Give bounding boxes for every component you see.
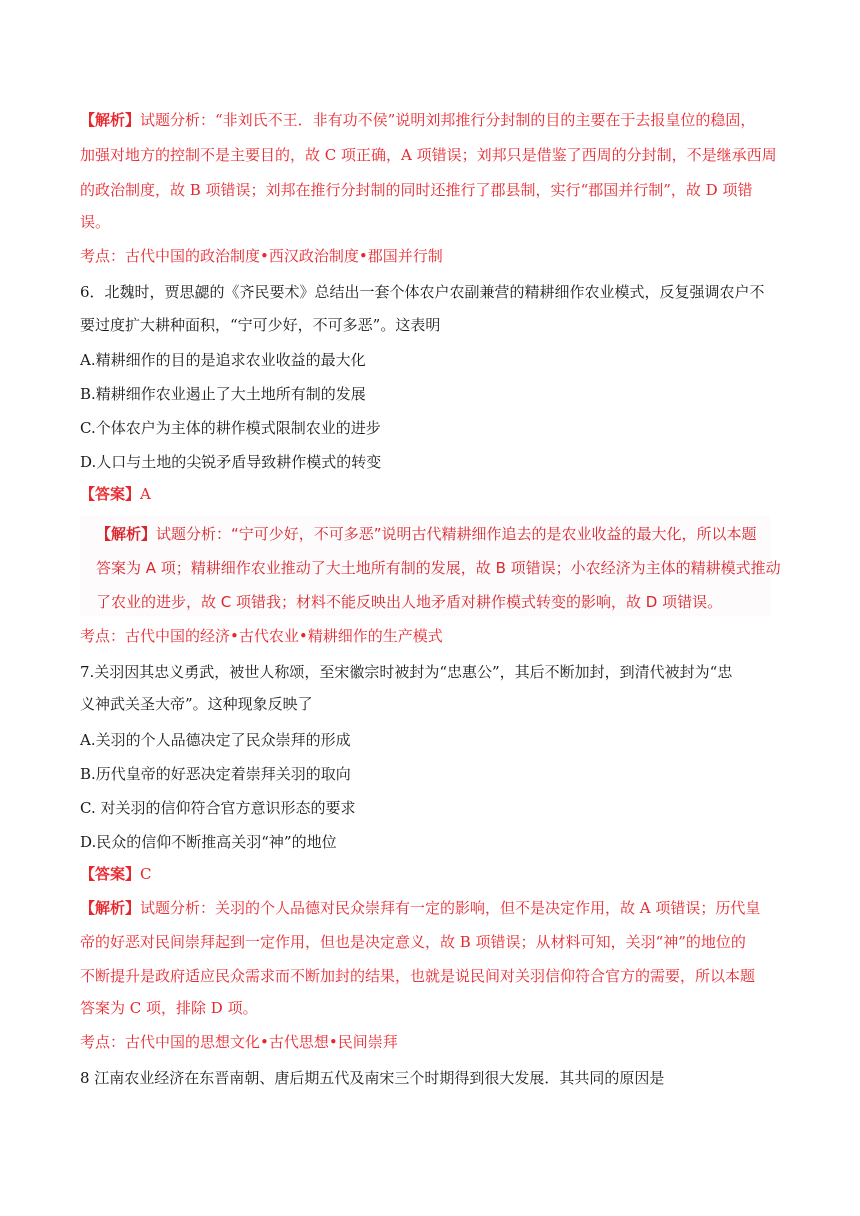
q5-analysis-line-2: 加强对地方的控制不是主要目的，故 C 项正确，A 项错误；刘邦只是借鉴了西周的分封制，不是继承西周 <box>80 146 777 164</box>
q6-analysis-tag: 【解析】 <box>96 525 157 543</box>
q6-option-c: C.个体农户为主体的耕作模式限制农业的进步 <box>80 419 381 437</box>
q6-stem-line-2: 要过度扩大耕种面积，“宁可少好，不可多恶”。这表明 <box>80 316 441 334</box>
q7-analysis-line-3: 不断提升是政府适应民众需求而不断加封的结果，也就是说民间对关羽信仰符合官方的需要，所以本题 <box>80 967 756 985</box>
q7-answer <box>80 864 152 884</box>
q7-option-a: A.关羽的个人品德决定了民众崇拜的形成 <box>80 731 351 749</box>
q7-analysis-line-1: 【解析】试题分析：关羽的个人品德对民众崇拜有一定的影响，但不是决定作用，故 A 项错误；历代皇 <box>80 899 761 917</box>
q6-analysis-image <box>80 516 781 616</box>
q6-option-d: D.人口与土地的尖锐矛盾导致耕作模式的转变 <box>80 453 382 471</box>
q6-option-a: A.精耕细作的目的是追求农业收益的最大化 <box>80 351 366 369</box>
q6-analysis-line-1: 【解析】试题分析：“宁可少好，不可多恶”说明古代精耕细作追去的是农业收益的最大化，所以本题 <box>96 525 757 543</box>
q5-analysis-line-1: 【解析】试题分析：“非刘氏不王．非有功不侯”说明刘邦推行分封制的目的主要在于去报皇位的稳固， <box>80 111 756 129</box>
q6-answer-tag: 【答案】 <box>80 485 141 503</box>
q5-kaodian: 考点：古代中国的政治制度•西汉政治制度•郡国并行制 <box>80 247 443 265</box>
q7-answer-value: C <box>140 865 152 883</box>
q7-analysis-line-4: 答案为 C 项，排除 D 项。 <box>80 999 258 1017</box>
q7-stem-line-2: 义神武关圣大帝”。这种现象反映了 <box>80 695 313 713</box>
q7-analysis-line-2: 帝的好恶对民间崇拜起到一定作用，但也是决定意义，故 B 项错误；从材料可知，关羽“神”的地位的 <box>80 933 746 951</box>
q8-stem: 8 江南农业经济在东晋南朝、唐后期五代及南宋三个时期得到很大发展．其共同的原因是 <box>80 1069 665 1087</box>
q7-stem-line-1: 7.关羽因其忠义勇武，被世人称颂，至宋徽宗时被封为“忠惠公”，其后不断加封，到清代被封为“忠 <box>80 663 733 681</box>
q6-analysis-line-2: 答案为 A 项；精耕细作农业推动了大土地所有制的发展，故 B 项错误；小农经济为主体的精耕模式推动 <box>96 559 781 577</box>
q6-stem-line-1: 6．北魏时，贾思勰的《齐民要术》总结出一套个体农户农副兼营的精耕细作农业模式，反复强调农户不 <box>80 283 765 301</box>
q6-answer <box>80 484 151 504</box>
q6-kaodian: 考点：古代中国的经济•古代农业•精耕细作的生产模式 <box>80 627 443 645</box>
q7-answer-tag: 【答案】 <box>80 865 141 883</box>
q5-analysis-line-4: 误。 <box>80 213 111 231</box>
q7-kaodian: 考点：古代中国的思想文化•古代思想•民间崇拜 <box>80 1033 398 1051</box>
q6-answer-value: A <box>140 485 151 503</box>
q7-option-d: D.民众的信仰不断推高关羽“神”的地位 <box>80 833 337 851</box>
q6-option-b: B.精耕细作农业遏止了大土地所有制的发展 <box>80 385 366 403</box>
q7-analysis-tag: 【解析】 <box>80 899 141 917</box>
q7-option-c: C. 对关羽的信仰符合官方意识形态的要求 <box>80 799 356 817</box>
q5-analysis-line-3: 的政治制度，故 B 项错误；刘邦在推行分封制的同时还推行了郡县制，实行“郡国并行制”，故 D 项错 <box>80 181 753 199</box>
q6-analysis-line-3: 了农业的进步，故 C 项错我；材料不能反映出人地矛盾对耕作模式转变的影响，故 D 项错误。 <box>96 593 723 611</box>
q5-analysis-tag: 【解析】 <box>80 111 141 129</box>
q7-option-b: B.历代皇帝的好恶决定着崇拜关羽的取向 <box>80 765 351 783</box>
